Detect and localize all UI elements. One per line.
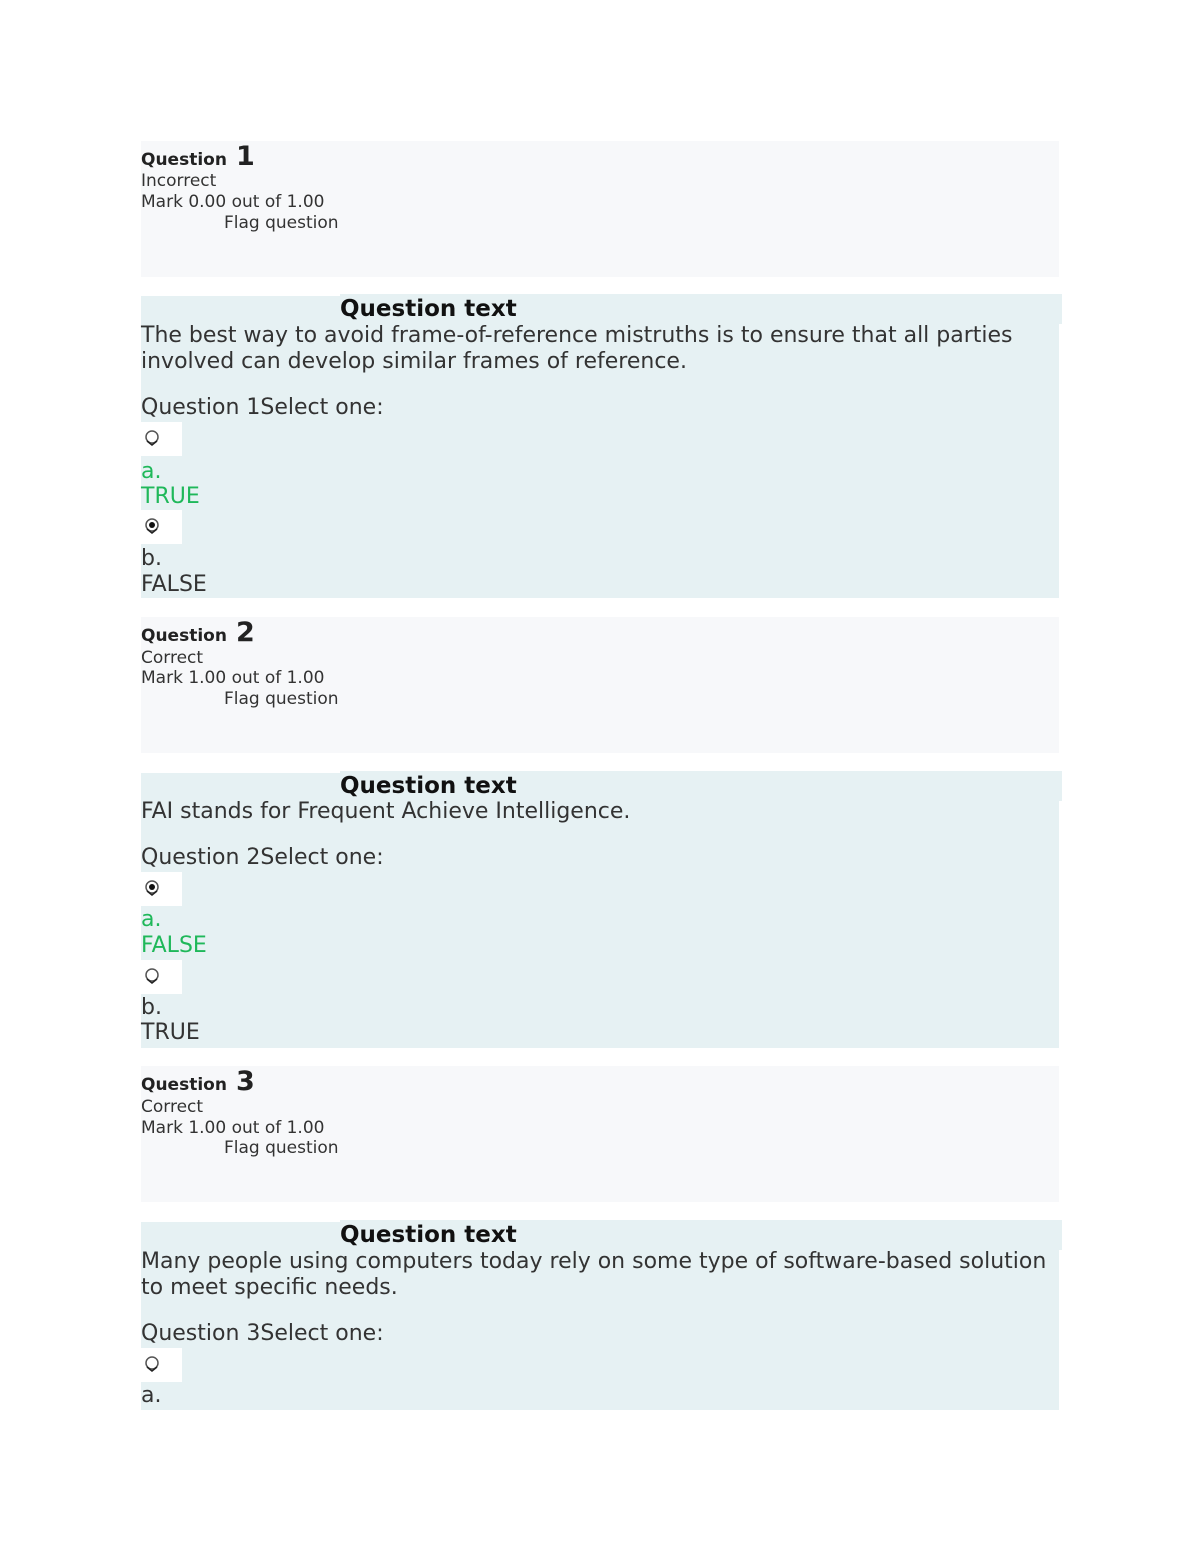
question-state: Correct — [141, 648, 204, 668]
question-grade: Mark 1.00 out of 1.00 — [141, 1118, 325, 1138]
radio-unchecked-icon — [144, 1355, 162, 1373]
flag-question-link[interactable]: Flag question — [224, 1138, 339, 1158]
radio-option-b[interactable] — [141, 510, 182, 544]
question-number: 2 — [236, 617, 255, 648]
question-text: Many people using computers today rely on some type of software-based solution to meet specific needs. — [141, 1249, 1047, 1300]
option-a-letter: a. — [141, 907, 162, 932]
question-text: The best way to avoid frame-of-reference mistruths is to ensure that all parties involved can develop similar frames of reference. — [141, 323, 1013, 374]
option-b-letter: b. — [141, 546, 162, 571]
radio-unchecked-icon — [144, 967, 162, 985]
question-info-3 — [141, 1066, 1059, 1202]
question-content-2 — [141, 773, 1059, 1048]
question-content-3 — [141, 1222, 1059, 1410]
option-a-text: FALSE — [141, 933, 207, 958]
question-number-line — [141, 617, 255, 648]
flag-question-link[interactable]: Flag question — [224, 689, 339, 709]
select-one-prompt: Question 3Select one: — [141, 1321, 384, 1346]
question-label: Question — [141, 626, 227, 646]
radio-option-a[interactable] — [141, 872, 182, 906]
question-text-heading: Question text — [340, 1220, 1062, 1250]
option-a-text: TRUE — [141, 484, 200, 509]
radio-option-a[interactable] — [141, 1348, 182, 1382]
question-info-1 — [141, 141, 1059, 277]
radio-option-b[interactable] — [141, 960, 182, 994]
flag-question-link[interactable]: Flag question — [224, 213, 339, 233]
option-a-letter: a. — [141, 1383, 162, 1408]
question-text: FAI stands for Frequent Achieve Intelligence. — [141, 799, 631, 824]
radio-checked-icon — [144, 517, 162, 535]
select-one-prompt: Question 1Select one: — [141, 395, 384, 420]
option-b-text: FALSE — [141, 572, 207, 597]
question-number-line — [141, 1066, 255, 1097]
radio-unchecked-icon — [144, 429, 162, 447]
question-label: Question — [141, 1075, 227, 1095]
question-number: 3 — [236, 1066, 255, 1097]
question-label: Question — [141, 150, 227, 170]
question-state: Correct — [141, 1097, 204, 1117]
question-text-heading: Question text — [340, 294, 1062, 324]
question-state: Incorrect — [141, 171, 217, 191]
question-content-1 — [141, 296, 1059, 598]
question-info-2 — [141, 617, 1059, 753]
question-grade: Mark 1.00 out of 1.00 — [141, 668, 325, 688]
option-a-letter: a. — [141, 459, 162, 484]
question-number-line — [141, 141, 255, 172]
option-b-text: TRUE — [141, 1020, 200, 1045]
radio-option-a[interactable] — [141, 422, 182, 456]
option-b-letter: b. — [141, 995, 162, 1020]
question-grade: Mark 0.00 out of 1.00 — [141, 192, 325, 212]
question-number: 1 — [236, 141, 255, 172]
question-text-heading: Question text — [340, 771, 1062, 801]
select-one-prompt: Question 2Select one: — [141, 845, 384, 870]
radio-checked-icon — [144, 879, 162, 897]
